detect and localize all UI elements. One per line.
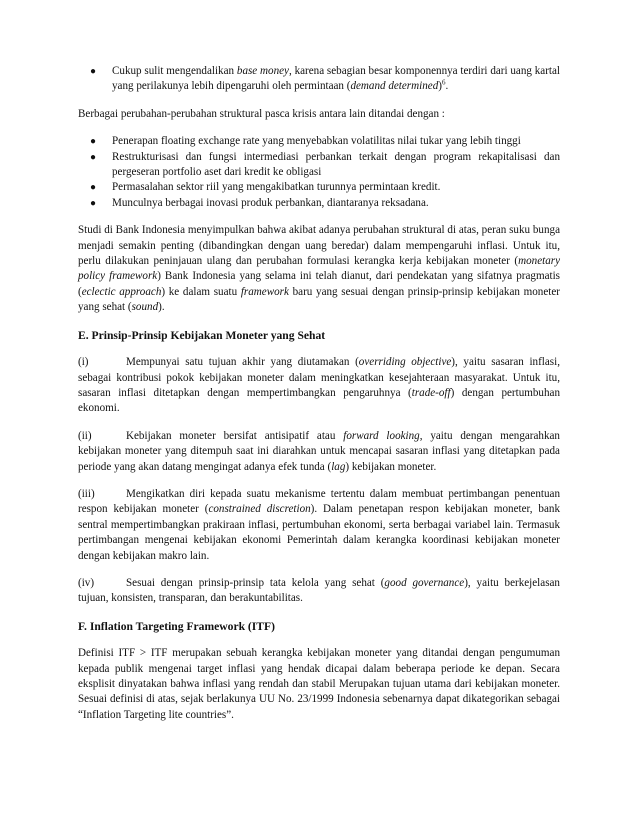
emphasis-text: constrained discretion [208,503,311,516]
text-run: ) [438,80,442,93]
principle-iv [78,576,560,607]
emphasis-text: trade-off [411,386,451,399]
text-run: ), yaitu sasaran inflasi, sebagai kontribusi pokok kebijakan moneter dalam meningkatkan kesejahteraan masyarakat. Untuk itu, sasaran inflasi ditetapkan dengan mempertimbangkan pengaruhnya ( [78,356,560,399]
text-run: ) Bank Indonesia yang selama ini telah dianut, dari pendekatan yang sifatnya pragmatis ( [78,270,560,298]
principle-number: (ii) [78,429,92,442]
principle-number: (i) [78,356,89,369]
bullet-icon: ● [90,182,97,194]
paragraph-itf-definition: Definisi ITF > ITF merupakan sebuah kerangka kebijakan moneter yang ditandai dengan pengumuman kepada publik mengenai target inflasi yang hendak dicapai dalam beberapa periode ke depan. Secara eksplisit dinyatakan bahwa inflasi yang rendah dan stabil Merupakan tujuan utama dari kebijakan moneter. Sesuai definisi di atas, sejak berlakunya UU No. 23/1999 Indonesia sebenarnya dapat dikategorikan sebagai “Inflation Targeting lite countries”. [78,647,560,721]
text-run: ) kebijakan moneter. [345,460,437,473]
emphasis-text: base money [236,65,289,77]
principle-i [78,355,560,417]
emphasis-text: forward looking [343,429,420,442]
text-run: Mempunyai satu tujuan akhir yang diutamakan ( [126,356,359,369]
paragraph-study [78,223,560,315]
principle-ii [78,429,560,475]
bullet-icon: ● [90,66,97,77]
text-run: baru yang sesuai dengan prinsip-prinsip kebijakan moneter yang sehat ( [78,285,560,314]
text-run: ) ke dalam suatu [161,285,241,298]
text-run: Studi di Bank Indonesia menyimpulkan bahwa akibat adanya perubahan struktural di atas, peran suku bunga menjadi semakin penting (dibandingkan dengan uang beredar) dalam mempengaruhi inflasi. Untuk itu, perlu dilakukan peninjauan ulang dan perubahan formulasi kerangka kerja kebijakan moneter ( [78,224,560,268]
bullet-icon: ● [90,197,97,209]
emphasis-text: monetary policy framework [78,255,560,283]
list-item-text: Munculnya berbagai inovasi produk perbankan, diantaranya reksadana. [112,196,429,209]
list-item [78,134,560,149]
emphasis-text: overriding objective [358,356,452,369]
list-item [78,180,560,195]
text-run: ). [158,301,165,314]
section-heading-f: F. Inflation Targeting Framework (ITF) [78,619,275,633]
text-run: , karena sebagian besar komponennya terdiri dari uang kartal yang perilakunya lebih dipengaruhi oleh permintaan ( [112,65,560,93]
paragraph-intro-changes: Berbagai perubahan-perubahan struktural pasca krisis antara lain ditandai dengan : [78,107,445,120]
bullet-list-top [78,64,560,95]
bullet-list-changes [78,134,560,211]
list-item-text: Restrukturisasi dan fungsi intermediasi perbankan terkait dengan program rekapitalisasi dan pergeseran portfolio aset dari kredit ke obligasi [112,150,560,179]
emphasis-text: sound [131,301,159,314]
list-item [78,64,560,95]
text-run: Sesuai dengan prinsip-prinsip tata kelola yang sehat ( [126,576,385,589]
emphasis-text: framework [240,285,289,298]
emphasis-text: lag [331,460,346,473]
text-run: . [445,80,449,93]
principle-number: (iv) [78,576,95,589]
principle-iii [78,487,560,564]
principle-number: (iii) [78,487,95,500]
list-item [78,150,560,181]
emphasis-text: good governance [384,576,465,589]
text-run: Kebijakan moneter bersifat antisipatif atau [126,429,344,442]
bullet-icon: ● [90,151,97,163]
text-run: ) dengan pertumbuhan ekonomi. [78,386,560,415]
emphasis-text: demand determined [350,80,439,93]
text-run: , yaitu dengan mengarahkan kebijakan moneter yang ditempuh saat ini diarahkan untuk mencapai sasaran inflasi yang ditetapkan pada periode yang akan datang mengingat adanya efek tunda ( [78,429,560,473]
list-item-text: Permasalahan sektor riil yang mengakibatkan turunnya permintaan kredit. [112,181,441,194]
bullet-icon: ● [90,136,97,148]
footnote-ref: 6 [441,78,446,87]
text-run: ). Dalam penetapan respon kebijakan moneter, bank sentral mempertimbangkan prakiraan inflasi, pertumbuhan ekonomi, serta berbagai variabel lain. Termasuk pertimbangan mengenai kebijakan ekonomi Pemerintah dalam kerangka koordinasi kebijakan moneter dengan kebijakan makro lain. [78,503,560,562]
text-run: Mengikatkan diri kepada suatu mekanisme tertentu dalam membuat pertimbangan penentuan respon kebijakan moneter ( [78,487,560,516]
list-item [78,196,560,211]
list-item-text: Penerapan floating exchange rate yang menyebabkan volatilitas nilai tukar yang lebih tinggi [112,135,521,148]
text-run: ), yaitu berkejelasan tujuan, konsisten, transparan, dan berakuntabilitas. [78,576,560,605]
text-run: Cukup sulit mengendalikan [112,65,237,77]
emphasis-text: eclectic approach [81,285,162,298]
section-heading-e: E. Prinsip-Prinsip Kebijakan Moneter yang Sehat [78,328,326,342]
